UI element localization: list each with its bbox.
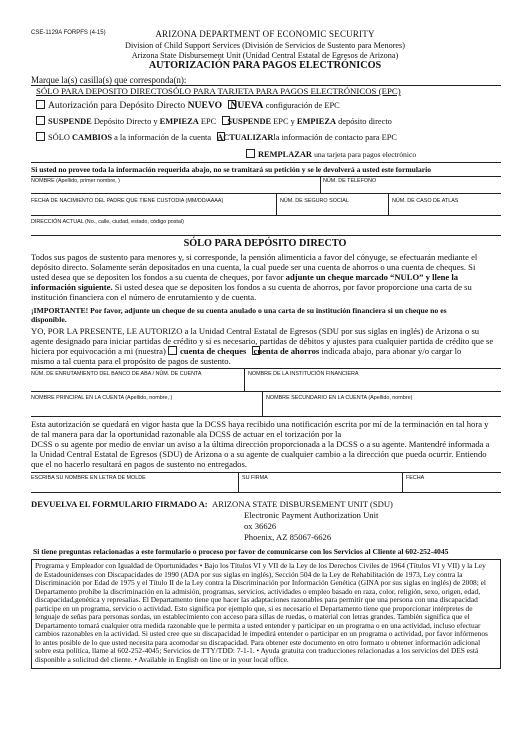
checkbox-suspend-dd-start-epc[interactable]	[36, 116, 45, 125]
return-to-label: DEVUELVA EL FORMULARIO FIRMADO A:	[31, 499, 208, 509]
selection-instruction: Marque la(s) casilla(s) que corresponda(n):	[31, 75, 187, 85]
notice-line: Departamento tomará cualquier otra medida razonable que le permita a usted entender y participar en un programa o en una actividad, incluso efectuar	[35, 621, 481, 630]
return-address-line-1: ARIZONA STATE DISBURSEMENT UNIT (SDU)	[212, 499, 393, 509]
atlas-case-input[interactable]	[390, 205, 500, 215]
notice-line: Departamento prohíbe la discriminación en la admisión, programas, servicios, actividades o empleo basado en raza, color, religión, sexo, origen, edad,	[35, 587, 481, 596]
authorization-terms: Esta autorización se quedará en vigor hasta que la DCSS haya recibido una notificación escrita por mí de la terminación en tal hora y de tal manera para dar la oportunidad razonable ala DCSS de actuar en el torización por la DCSS o su agente por medio de enviar un aviso a la última dirección proporcionada a la DCSS o a su agente. Mantendré informada a la Unidad Central Estatal de Egresos (SDU) de Arizona o a su agente de cualquier cambio a la dirección que pueda ocurrir. Entiendo que el no hacerlo resultará en pagos de sustento no entregados.	[31, 419, 490, 470]
field-address-label: DIRECCIÓN ACTUAL (No., calle, ciudad, estado, código postal)	[31, 219, 184, 225]
important-notice: ¡IMPORTANTE! Por favor, adjunte un cheque de su cuenta anulado o una carta de su institución financiera si un cheque no es disponible.	[31, 306, 447, 325]
notice-line: participe en un programa, servicio o actividad. Esto significa por ejemplo que, si es necesario el Departamento tiene que proporcionar intérpretes de	[35, 604, 473, 613]
notice-line: lo antes posible de lo que usted necesita para acomodar su discapacidad. Para obtener este documento en otro formato u obtener información adicional	[35, 638, 481, 647]
secondary-name-input[interactable]	[264, 402, 500, 416]
dob-input[interactable]	[31, 205, 275, 215]
option-group-label: SÓLO PARA DEPOSITO DIRECTOSÓLO PARA TARJETA PARA PAGOS ELECTRÓNICOS (EPC)	[36, 86, 401, 96]
option-replace: REMPLAZAR una tarjeta para pagos electrónico	[246, 149, 416, 160]
field-signature-label: SU FIRMA	[242, 475, 268, 481]
routing-account-input[interactable]	[31, 378, 243, 391]
field-date-label: FECHA	[406, 475, 425, 481]
date-input[interactable]	[404, 481, 500, 492]
checkbox-account-changes[interactable]	[36, 132, 45, 141]
equal-opportunity-notice	[31, 559, 501, 669]
checkbox-replace-card[interactable]	[246, 149, 255, 158]
customer-service-contact: Si tiene preguntas relacionadas a este formulario o proceso por favor de comunicarse con los Servicios al Cliente al 602-252-4045	[33, 547, 449, 556]
form-number: CSE-1129A FORPFS (4-15)	[31, 30, 106, 36]
field-atlas-label: NÚM. DE CASO DE ATLAS	[392, 198, 459, 204]
direct-deposit-heading: SÓLO PARA DEPÓSITO DIRECTO	[183, 238, 347, 249]
address-input[interactable]	[31, 226, 501, 235]
print-name-input[interactable]	[31, 481, 237, 492]
option-suspend: SUSPENDE Depósito Directo y EMPIEZA EPC SUSPENDE EPC y EMPIEZA depósito directo	[36, 116, 392, 127]
field-ssn-label: NÚM. DE SEGURO SOCIAL	[280, 198, 349, 204]
institution-input[interactable]	[246, 378, 500, 391]
field-routing-label: NÚM. DE ENRUTAMIENTO DEL BANCO DE ABA / NÚM. DE CUENTA	[31, 371, 202, 377]
ssn-input[interactable]	[278, 205, 387, 215]
direct-deposit-instructions: Todos sus pagos de sustento para menores y, si corresponde, la pensión alimenticia a favor del cónyuge, se efectuarán mediante el depósito directo. Solamente serán depositados en una cuenta, la cual puede ser una cuenta de ahorros o una cuenta de cheques. Si usted desea que se depositen los fondos a su cuenta de cheques, por favor adjunte un cheque marcado “NULO” y llene la información siguiente. Si usted desea que se depositen los fondos a su cuenta de ahorros, por favor proporcione una carta de su institución financiera con el número de enrutamiento y de cuenta.	[31, 252, 478, 303]
field-primary-name-label: NOMBRE PRINCIPAL EN LA CUENTA (Apellido, nombre, )	[31, 395, 173, 401]
return-address-line-2: Electronic Payment Authorization Unit	[244, 510, 379, 520]
field-institution-label: NOMBRE DE LA INSTITUCIÓN FINANCIERA	[248, 371, 359, 377]
primary-name-input[interactable]	[31, 402, 261, 416]
notice-line: Programa y Empleador con Igualdad de Oportunidades • Bajo los Títulos VI y VII de la Ley de los Derechos Civiles de 1964 (Títulos VI y VII) y la Ley	[35, 562, 486, 570]
notice-line: cambios razonables en la actividad. Si usted cree que su discapacidad le impedirá entender o participar en un programa o actividad, por favor infórmenos	[35, 630, 488, 639]
checkbox-checking-account[interactable]	[168, 346, 177, 355]
notice-line: disponible a solicitud del cliente. • Available in English on line or in your local office.	[35, 656, 289, 665]
phone-input[interactable]	[322, 183, 500, 193]
field-phone-label: NÚM. DE TELEFONO	[323, 178, 377, 184]
return-address-line-3: ox 36626	[244, 521, 277, 531]
notice-line: lenguaje de señas para personas sordas, un establecimiento con acceso para sillas de ruedas, o material con letras grandes. También significa que el	[35, 613, 470, 622]
field-print-name-label: ESCRIBA SU NOMBRE EN LETRA DE MOLDE	[31, 475, 146, 481]
form-title: AUTORIZACIÓN PARA PAGOS ELECTRÓNICOS	[148, 60, 382, 71]
notice-line: discapacidad,genética y represalias. El Departamento tiene que hacer las adaptaciones razonables para permitir que una persona con una discapacidad	[35, 596, 478, 605]
notice-line: Discriminación por Edad de 1975 y el Título II de la Ley contra la Discriminación por Información Genética (GINA por sus siglas en inglés) de 2008; el	[35, 579, 486, 588]
field-secondary-name-label: NOMBRE SECUNDARIO EN LA CUENTA (Apellido, nombre)	[266, 395, 413, 401]
checkbox-new-direct-deposit[interactable]	[36, 100, 45, 109]
required-info-warning: Si usted no provee toda la información requerida abajo, no se tramitará su petición y se le devolverá a usted este formulario	[31, 165, 432, 174]
option-changes: SÓLO CAMBIOS a la información de la cuenta ACTUALIZARla información de contacto para EPC	[36, 132, 397, 143]
authorization-statement: YO, POR LA PRESENTE, LE AUTORIZO a la Unidad Central Estatal de Egresos (SDU por sus siglas en inglés) de Arizona o su agente designado para iniciar partidas de crédito y si es necesario, partidas de débitos y ajustes para cualquier partida de crédito que se hiciera por equivocación a mi (nuestra) cuenta de cheques cuenta de ahorros indicada abajo, para abonar y/o cargar lo mismo a tal cuenta para el propósito de pagos de sustento.	[31, 326, 494, 367]
return-address-line-4: Phoenix, AZ 85067-6626	[244, 532, 332, 542]
name-input[interactable]	[31, 183, 319, 193]
notice-line: de Estadounidenses con Discapacidades de 1990 (ADA por sus siglas en inglés), Sección 504 de la Ley de Rehabilitación de 1973, Ley contra la	[35, 570, 463, 579]
department-title: ARIZONA DEPARTMENT OF ECONOMIC SECURITY	[155, 29, 375, 39]
unit-title: Arizona State Disbursement Unit (Unidad Central Estatal de Egresos de Arizona)	[131, 51, 399, 60]
field-name-label: NOMBRE (Apellido, primer nombre, )	[31, 178, 120, 184]
option-new-setup: Autorización para Depósito Directo NUEVO NUEVA configuración de EPC	[36, 100, 340, 111]
division-title: Division of Child Support Services (División de Servicios de Sustento para Menores)	[125, 41, 405, 50]
field-dob-label: FECHA DE NACIMIENTO DEL PADRE QUE TIENE CUSTODIA (MM/DD/AAAA)	[31, 198, 224, 204]
signature-input[interactable]	[240, 481, 401, 492]
notice-line: sobre esta política, llame al 602-252-4045; Servicios de TTY/TDD: 7-1-1. • Ayuda gratuita con traducciones relacionadas a los servicios del DES está	[35, 647, 479, 656]
